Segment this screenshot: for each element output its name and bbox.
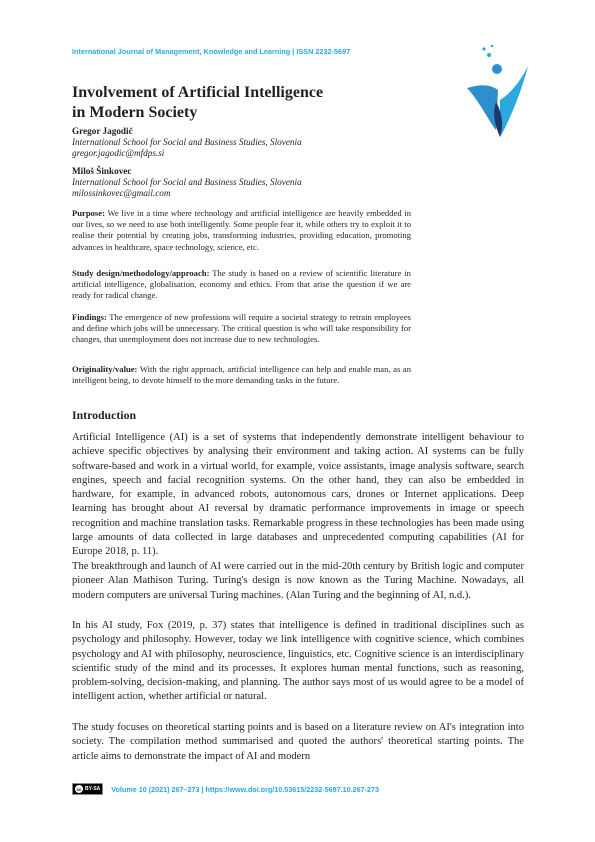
abstract-findings [72,312,411,346]
cc-icon: cc [76,786,82,792]
section-heading-introduction: Introduction [72,408,137,422]
abstract-label: Originality/value: [72,364,138,374]
abstract-label: Purpose: [72,208,105,218]
footer [72,783,379,795]
abstract-text: The study is based on a review of scientific literature in artificial intelligence, globalisation, economy and ethics. From that arise the question if we are ready for radical change. [72,268,411,301]
logo-head [492,64,502,74]
logo-star-1 [482,47,485,50]
body-paragraph-3: In his AI study, Fox (2019, p. 37) states that intelligence is defined in traditional disciplines such as psychology and philosophy. However, today we link intelligence with cognitive science, which combines psychology and AI with philosophy, neuroscience, linguistics, etc. Cognitive science is an interdisciplinary scientific study of the mind and its processes. It explores human mental functions, such as reasoning, problem-solving, decision-making, and planning. The author says most of us would agree to be a model of intelligent action, whether artificial or natural. [72,620,524,703]
abstract-label: Study design/methodology/approach: [72,268,210,278]
author-name: Gregor Jagodič [72,126,133,136]
author-block-1 [72,126,392,159]
cc-license-label: BY-SA [85,786,101,792]
abstract-text: We live in a time where technology and artificial intelligence are heavily embedded in our lives, so we need to use both intelligently. Some people fear it, while others try to exploit it to realise their potential by creating jobs, transforming industries, providing education, promoting advances in healthcare, space technology, science, etc. [72,208,411,252]
logo-figure-right [500,66,528,137]
footer-citation: Volume 10 (2021) 267–273 | https://www.doi.org/10.53615/2232-5697.10.267-273 [111,784,379,794]
cc-license-badge[interactable] [72,783,103,795]
author-email: milossinkovec@gmail.com [72,188,171,198]
author-block-2 [72,166,392,199]
logo-star-2 [491,45,494,48]
author-name: Miloš Šinkovec [72,166,132,176]
body-paragraph-1: Artificial Intelligence (AI) is a set of systems that independently demonstrate intelligent behaviour to achieve specific objectives by analysing their environment and taking action. AI systems can be fully software-based and work in a virtual world, for example, voice assistants, image analysis software, search engines, speech and facial recognition systems. On the other hand, they can also be embedded in hardware, for example, in advanced robots, autonomous cars, drones or Internet applications. Deep learning has brought about AI reversal by dramatic performance improvements in image or speech recognition and machine translation tasks. Remarkable progress in these technologies has been made using large amounts of data collected in large databases and unprecedented computing capabilities (AI for Europe 2018, p. 11). [72,432,524,558]
body-paragraph-2: The breakthrough and launch of AI were carried out in the mid-20th century by British logic and computer pioneer Alan Mathison Turing. Turing's design is now known as the Turing Machine. Nowadays, all modern computers are universal Turing machines. (Alan Turing and the beginning of AI, n.d.). [72,561,524,601]
abstract-design [72,268,411,302]
paper-title [72,83,402,122]
author-affiliation: International School for Social and Business Studies, Slovenia [72,137,302,147]
title-line-1: Involvement of Artificial Intelligence [72,84,324,101]
abstract-label: Findings: [72,312,107,322]
logo-star-3 [487,53,491,57]
abstract-text: With the right approach, artificial intelligence can help and enable man, as an intelligent being, to devote himself to the more demanding tasks in the future. [72,364,411,386]
journal-logo [462,40,532,140]
author-email: gregor.jagodic@mfdps.si [72,148,165,158]
abstract-purpose [72,208,411,253]
title-line-2: in Modern Society [72,103,198,121]
abstract-originality [72,364,411,386]
abstract-text: The emergence of new professions will require a societal strategy to retrain employees and define which jobs will be unnecessary. The critical question is who will take responsibility for changes, that unemployment does not increase due to new technologies. [72,312,411,345]
author-affiliation: International School for Social and Business Studies, Slovenia [72,177,302,187]
journal-header: International Journal of Management, Knowledge and Learning | ISSN 2232-5697 [72,47,351,56]
logo-figure-left [467,85,498,130]
body-paragraph-4: The study focuses on theoretical starting points and is based on a literature review on AI's integration into society. The compilation method summarised and quoted the authors' theoretical starting points. The article aims to demonstrate the impact of AI and modern [72,722,524,762]
